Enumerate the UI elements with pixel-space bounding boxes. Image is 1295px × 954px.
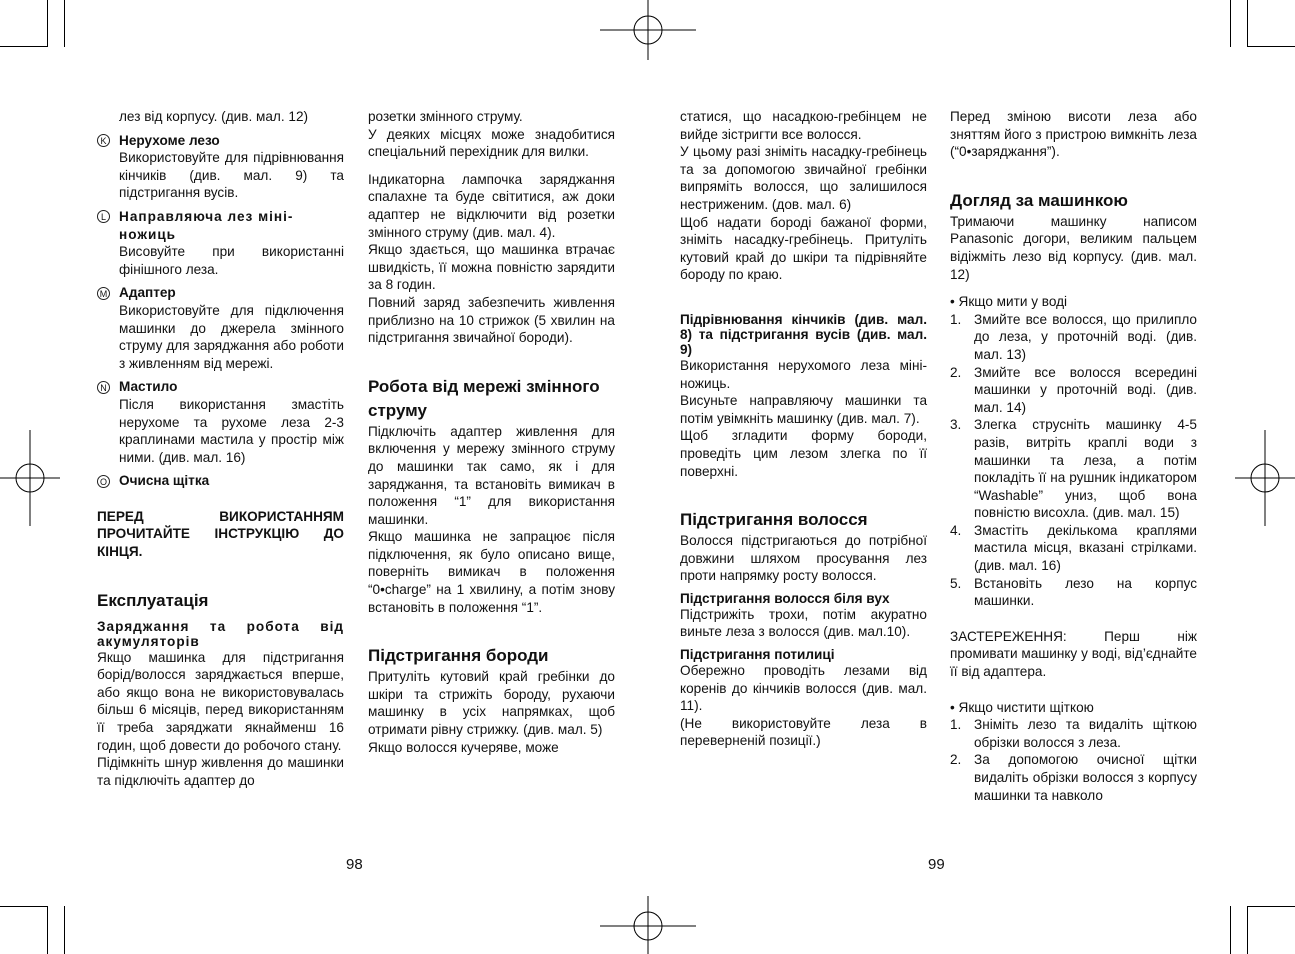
sub-title: Заряджання та робота від акумуляторів xyxy=(97,618,344,649)
registration-mark-icon xyxy=(1235,430,1295,526)
legend-item xyxy=(97,472,344,490)
registration-mark-icon xyxy=(600,896,696,954)
list-item: 3. Злегка струсніть машинку 4-5 разів, витріть краплі води з машинки та леза, а потім покладіть її на рушник індикатором “Washable” униз, щоб вона повністю висохла. (див. мал. 15) xyxy=(950,417,1197,521)
section-title: Підстригання волосся xyxy=(680,510,868,530)
paragraph: Тримаючи машинку написом Panasonic догори, великим пальцем відіжміть лезо від корпусу. (див. мал. 12) xyxy=(950,213,1197,282)
crop-mark xyxy=(0,46,48,47)
paragraph: Щоб згладити форму бороди, проведіть цим лезом злегка по її поверхні. xyxy=(680,428,927,479)
column-2 xyxy=(368,108,615,756)
list-item: 1. Змийте все волосся, що прилипло до леза, у проточній воді. (див. мал. 13) xyxy=(950,311,1197,362)
paragraph: Якщо машинка не запрацює після підключення, як було описано вище, поверніть вимикач в положення “0•charge” на 1 хвилину, а потім знову встановіть в положення “1”. xyxy=(368,529,615,615)
paragraph: Підімкніть шнур живлення до машинки та підключіть адаптер до xyxy=(97,755,344,788)
crop-mark xyxy=(1247,906,1248,954)
crop-mark xyxy=(47,906,48,954)
paragraph: Підключіть адаптер живлення для включення у мережу змінного струму до машинки так само, як і для заряджання, та встановіть вимикач в положення “1” для використання машинки. xyxy=(368,423,615,527)
caution-text: ЗАСТЕРЕЖЕННЯ: Перш ніж промивати машинку у воді, від’єднайте її від адаптера. xyxy=(950,628,1197,680)
crop-mark xyxy=(47,0,48,47)
section-title: Робота від мережі змінного струму xyxy=(368,376,600,420)
circled-letter-icon: O xyxy=(97,475,110,488)
bullet: • Якщо мити у воді xyxy=(950,294,1068,310)
section-title: Підстригання бороди xyxy=(368,646,549,666)
paragraph: Використання нерухомого леза міні-ножиць. xyxy=(680,357,927,391)
crop-mark xyxy=(1230,906,1231,954)
paragraph: Щоб надати бороді бажаної форми, зніміть насадку-гребінець. Притуліть кутовий край до шкіри та підрівняйте бороду по краю. xyxy=(680,214,927,283)
section-title: Догляд за машинкою xyxy=(950,190,1128,210)
crop-mark xyxy=(64,0,65,47)
crop-mark xyxy=(1247,906,1295,907)
list-item: 2. Змийте все волосся всередині машинки у проточній воді. (див. мал. 14) xyxy=(950,364,1197,415)
list-item: 1. Зніміть лезо та видаліть щіткою обрізки волосся з леза. xyxy=(950,717,1197,750)
paragraph: У деяких місцях може знадобитися спеціальний перехідник для вилки. xyxy=(368,126,615,160)
circled-letter-icon: N xyxy=(97,381,110,394)
legend-item xyxy=(97,132,344,150)
paragraph: Обережно проводіть лезами від коренів до кінчиків волосся (див. мал. 11). xyxy=(680,663,927,714)
bullet: • Якщо чистити щіткою xyxy=(950,699,1094,715)
legend-item xyxy=(97,208,344,243)
paragraph: Повний заряд забезпечить живлення приблизно на 10 стрижок (5 хвилин на підстригання звичайної бороди). xyxy=(368,294,615,346)
list-item: 2. За допомогою очисної щітки видаліть обрізки волосся з корпусу машинки та навколо xyxy=(950,752,1197,803)
sub-title: Підстригання волосся біля вух xyxy=(680,590,890,606)
paragraph: розетки змінного струму. xyxy=(368,109,523,124)
legend-title: Направляюча лез міні-ножиць xyxy=(119,208,294,242)
list-item: 5. Встановіть лезо на корпус машинки. xyxy=(950,575,1197,609)
paragraph: статися, що насадкою-гребінцем не вийде зістригти все волосся. xyxy=(680,109,927,142)
registration-mark-icon xyxy=(600,0,696,60)
paragraph: Притуліть кутовий край гребінки до шкіри та стрижіть бороду, рухаючи машинку в усіх напрямках, щоб отримати рівну стрижку. (див. мал. 5) xyxy=(368,669,615,738)
paragraph: лез від корпусу. (див. мал. 12) xyxy=(119,109,309,124)
column-1 xyxy=(97,108,344,789)
page-number: 99 xyxy=(928,856,945,873)
paragraph: Висуньте направляючу машинки та потім увімкніть машинку (див. мал. 7). xyxy=(680,393,927,426)
circled-letter-icon: K xyxy=(97,134,110,147)
crop-mark xyxy=(1230,0,1231,47)
legend-text: Використовуйте для підрівнювання кінчиків (див. мал. 9) та підстригання вусів. xyxy=(119,150,344,201)
paragraph: Підстрижіть трохи, потім акуратно виньте леза з волосся (див. мал.10). xyxy=(680,606,927,640)
page-number: 98 xyxy=(346,856,363,873)
crop-mark xyxy=(1247,46,1295,47)
paragraph: Якщо волосся кучеряве, може xyxy=(368,739,559,755)
column-4 xyxy=(950,108,1197,804)
legend-title: Очисна щітка xyxy=(119,473,210,489)
list-item: 4. Змастіть декількома краплями мастила місця, вказані стрілками. (див. мал. 16) xyxy=(950,522,1197,574)
paragraph: У цьому разі зніміть насадку-гребінець та за допомогою звичайної гребінки випряміть волосся, що залишилося нестриженим. (дов. мал. 6) xyxy=(680,144,927,212)
sub-title: Підстригання потилиці xyxy=(680,647,835,663)
legend-text: Після використання змастіть нерухоме та рухоме леза 2-3 краплинами мастила у простір між ними. (див. мал. 16) xyxy=(119,396,344,465)
paragraph: Якщо машинка для підстригання борід/волосся заряджається вперше, або якщо вона не використовувалась більш 6 місяців, перед використанням її треба заряджати якнайменш 16 годин, щоб довести до робочого стану. xyxy=(97,649,344,753)
sub-title: Підрівнювання кінчиків (див. мал. 8) та підстригання вусів (див. мал. 9) xyxy=(680,311,927,357)
circled-letter-icon: M xyxy=(97,287,110,300)
crop-mark xyxy=(1247,0,1248,47)
paragraph: Волосся підстригаються до потрібної довжини шляхом просування лез проти напрямку росту волосся. xyxy=(680,533,927,584)
paragraph: Індикаторна лампочка заряджання спалахне та буде світитися, аж доки адаптер не відключити від розетки змінного струму (див. мал. 4). xyxy=(368,171,615,240)
legend-title: Нерухоме лезо xyxy=(119,132,220,148)
paragraph: Перед зміною висоти леза або зняттям його з пристрою вимкніть леза (“0•заряджання”). xyxy=(950,109,1197,160)
paragraph: Якщо здається, що машинка втрачає швидкість, її можна повністю зарядити за 8 годин. xyxy=(368,242,615,293)
crop-mark xyxy=(64,906,65,954)
legend-title: Адаптер xyxy=(119,285,176,301)
crop-mark xyxy=(0,906,48,907)
legend-item xyxy=(97,284,344,302)
circled-letter-icon: L xyxy=(97,210,110,223)
registration-mark-icon xyxy=(0,430,60,526)
warning-text: ПЕРЕД ВИКОРИСТАННЯМ ПРОЧИТАЙТЕ ІНСТРУКЦІЮ ДО КІНЦЯ. xyxy=(97,508,344,560)
section-title: Експлуатація xyxy=(97,590,209,610)
paragraph: (Не використовуйте леза в переверненій позиції.) xyxy=(680,715,927,749)
legend-item xyxy=(97,378,344,396)
column-3 xyxy=(680,108,927,750)
legend-title: Мастило xyxy=(119,379,178,395)
legend-text: Використовуйте для підключення машинки до джерела змінного струму для заряджання або роботи з живленням від мережі. xyxy=(119,302,344,371)
legend-text: Висовуйте при використанні фінішного леза. xyxy=(119,244,344,277)
